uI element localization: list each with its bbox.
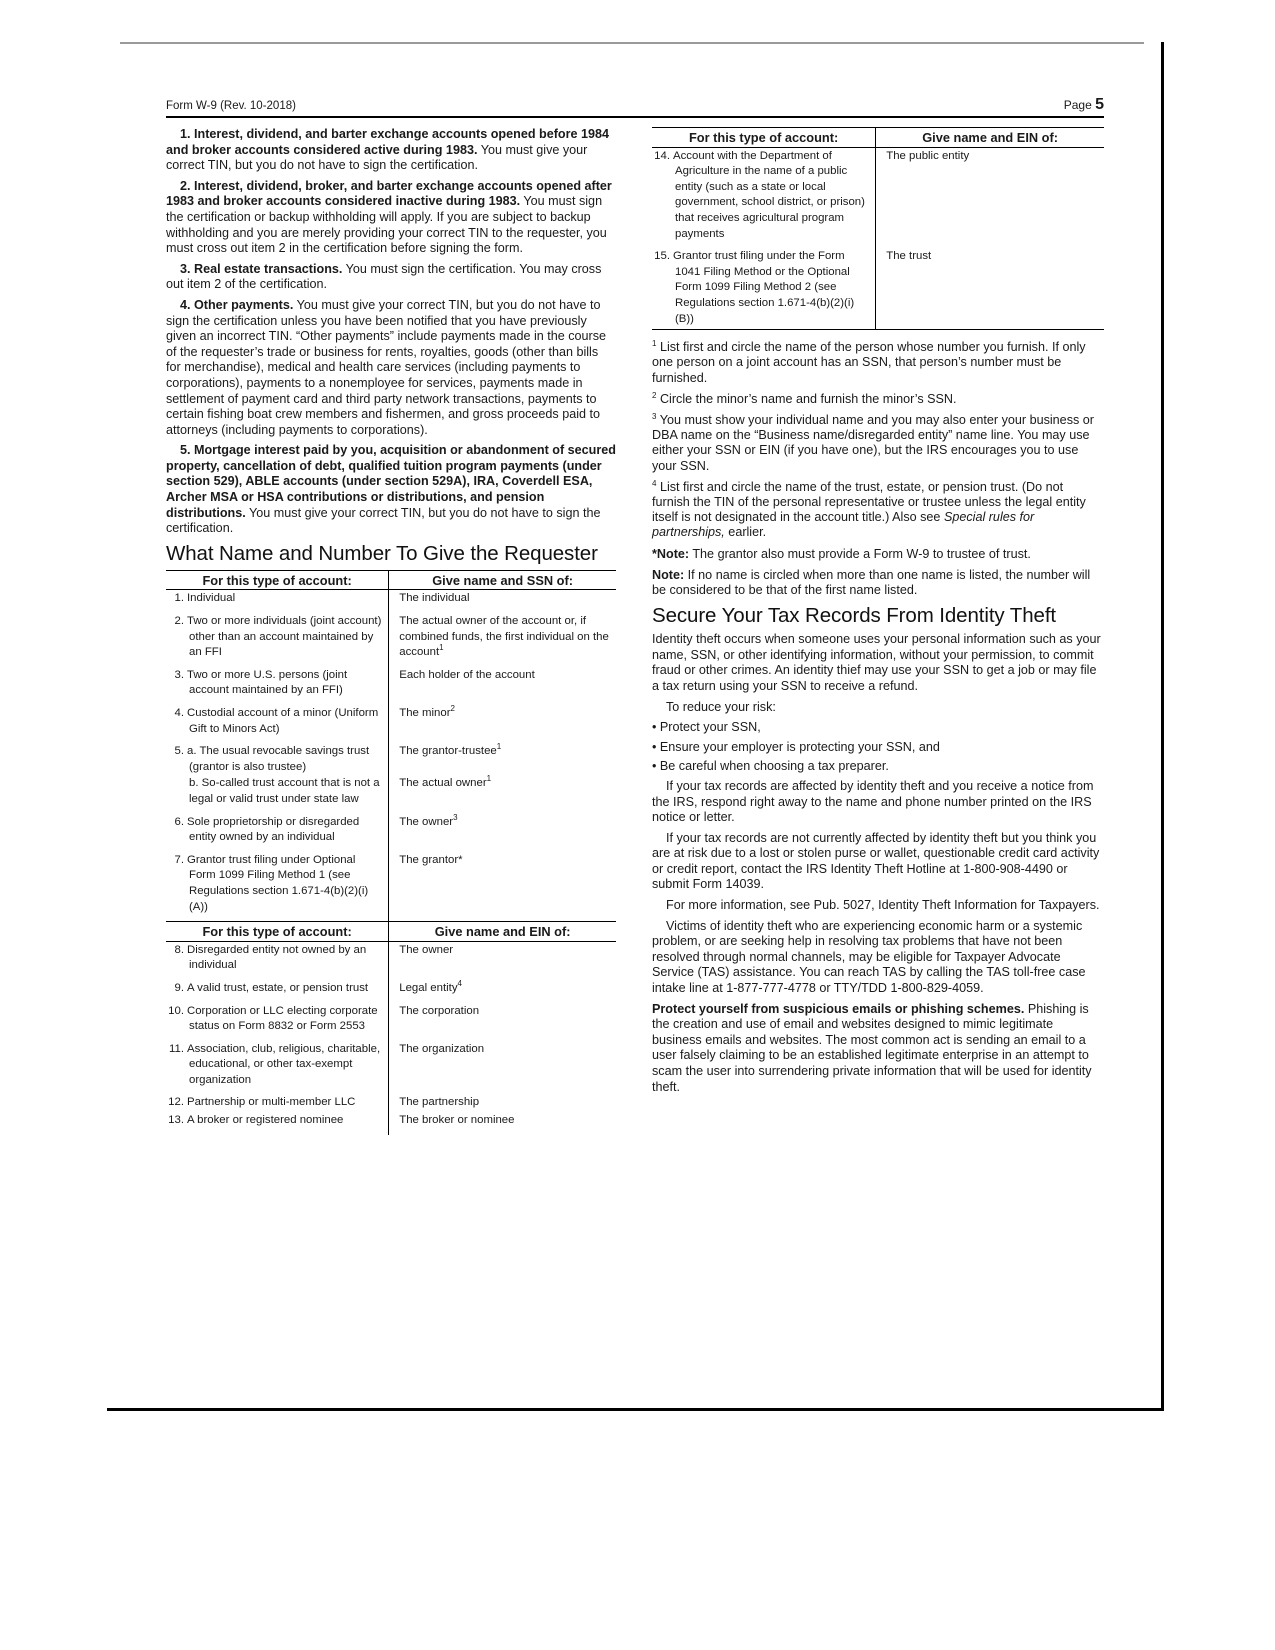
ssn-table	[166, 570, 616, 921]
hotline-paragraph: If your tax records are not currently affected by identity theft but you think you are at risk due to a lost or stolen purse or wallet, questionable credit card activity or credit report, contact the IRS Identity Theft Hotline at 1-800-908-4490 or submit Form 14039.	[652, 830, 1100, 892]
table-row: 13. A broker or registered nominee The broker or nominee	[166, 1112, 616, 1135]
table-row: 8. Disregarded entity not owned by an individual The owner	[166, 941, 616, 980]
footnote-4: $^4$ List first and circle the name of the trust, estate, or pension trust. (Do not furnish the TIN of the personal representative or trustee unless the legal entity itself is not designated in the account title.) Also see Special rules for partnerships, earlier.	[652, 478, 1086, 540]
item-1-paragraph: 1. Interest, dividend, and barter exchange accounts opened before 1984 and broker accounts considered active during 1983. You must give your correct TIN, but you do not have to sign the certification.	[166, 127, 610, 173]
table-row: 15. Grantor trust filing under the Form 1041 Filing Method or the Optional Form 1099 Filing Method 2 (see Regulations section 1.671-4(b)(2)(i)(B)) The trust	[652, 248, 1104, 329]
reduce-risk-label: To reduce your risk:	[666, 699, 776, 714]
column-header-account-type: For this type of account:	[166, 570, 389, 590]
form-identifier: Form W-9 (Rev. 10-2018)	[166, 100, 296, 112]
column-header-account-type: For this type of account:	[166, 922, 389, 942]
column-header-give-ein: Give name and EIN of:	[389, 922, 616, 942]
page-frame-right	[1161, 42, 1164, 1411]
bullet-item: • Protect your SSN,	[652, 720, 761, 735]
item-3-paragraph: 3. Real estate transactions. You must sign the certification. You may cross out item 2 of the certification.	[166, 261, 602, 292]
top-border-line	[120, 42, 1144, 44]
item-4-paragraph: 4. Other payments. You must give your correct TIN, but you do not have to sign the certification unless you have been notified that you have previously given an incorrect TIN. “Other payments” include payments made in the course of the requester’s trade or business for rents, royalties, goods (other than bills for merchandise), medical and health care services (including payments to corporations), payments to a nonemployee for services, payments made in settlement of payment card and third party network transactions, payments to certain fishing boat crew members and fishermen, and gross proceeds paid to attorneys (including payments to corporations).	[166, 297, 607, 437]
table-row: 7. Grantor trust filing under Optional Form 1099 Filing Method 1 (see Regulations section 1.671-4(b)(2)(i)(A)) The grantor*	[166, 852, 616, 921]
header-rule	[166, 116, 1104, 118]
table-row: 11. Association, club, religious, charitable, educational, or other tax-exempt organization The organization	[166, 1041, 616, 1095]
page-header	[166, 96, 1104, 116]
tas-paragraph: Victims of identity theft who are experiencing economic harm or a systemic problem, or are seeking help in resolving tax problems that have not been resolved through normal channels, may be eligible for Taxpayer Advocate Service (TAS) assistance. You can reach TAS by calling the TAS toll-free case intake line at 1-877-777-4778 or TTY/TDD 1-800-829-4059.	[652, 918, 1086, 996]
table-row: 9. A valid trust, estate, or pension trust Legal entity$^4$	[166, 980, 616, 1003]
page-frame-bottom	[107, 1408, 1164, 1411]
table-row: 2. Two or more individuals (joint account) other than an account maintained by an FFI The actual owner of the account or, if combined funds, the first individual on the account$^1$	[166, 613, 616, 667]
table-row: 1. Individual The individual	[166, 590, 616, 613]
more-info-paragraph: For more information, see Pub. 5027, Identity Theft Information for Taxpayers.	[666, 898, 1100, 913]
item-5-paragraph: 5. Mortgage interest paid by you, acquisition or abandonment of secured property, cancellation of debt, qualified tuition program payments (under section 529), ABLE accounts (under section 529A), IRA, Coverdell ESA, Archer MSA or HSA contributions or distributions, and pension distributions. You must give your correct TIN, but you do not have to sign the certification.	[166, 443, 616, 536]
phishing-paragraph: Protect yourself from suspicious emails or phishing schemes. Phishing is the creation and use of email and websites designed to mimic legitimate business emails and websites. The most common act is sending an email to a user falsely claiming to be an established legitimate enterprise in an attempt to scam the user into surrendering private information that will be used for identity theft.	[652, 1001, 1092, 1094]
irs-notice-paragraph: If your tax records are affected by identity theft and you receive a notice from the IRS, respond right away to the name and phone number printed on the IRS notice or letter.	[652, 778, 1094, 825]
table-row: 6. Sole proprietorship or disregarded entity owned by an individual The owner$^3$	[166, 814, 616, 852]
section-heading-identity-theft: Secure Your Tax Records From Identity Theft	[652, 604, 1057, 628]
table-header-row	[166, 922, 616, 942]
circled-name-note: Note: If no name is circled when more than one name is listed, the number will be considered to be that of the first name listed.	[652, 567, 1091, 597]
column-header-account-type: For this type of account:	[652, 128, 876, 148]
table-row: 12. Partnership or multi-member LLC The partnership	[166, 1094, 616, 1112]
table-row: 10. Corporation or LLC electing corporate status on Form 8832 or Form 2553 The corporation	[166, 1003, 616, 1041]
ein-table-continued	[652, 127, 1104, 330]
table-row: 5. a. The usual revocable savings trust (grantor is also trustee) The grantor-trustee$^1$	[166, 743, 616, 775]
table-row: 4. Custodial account of a minor (Uniform Gift to Minors Act) The minor$^2$	[166, 705, 616, 743]
column-header-give-ein: Give name and EIN of:	[876, 128, 1104, 148]
footnote-1: $^1$ List first and circle the name of the person whose number you furnish. If only one person on a joint account has an SSN, that person’s number must be furnished.	[652, 338, 1086, 385]
section-heading-name-number: What Name and Number To Give the Requester	[166, 541, 598, 565]
table-header-row	[652, 128, 1104, 148]
bullet-item: • Ensure your employer is protecting your SSN, and	[652, 739, 940, 754]
column-header-give-ssn: Give name and SSN of:	[389, 570, 616, 590]
table-row: 3. Two or more U.S. persons (joint account maintained by an FFI) Each holder of the account	[166, 667, 616, 705]
bullet-item: • Be careful when choosing a tax preparer.	[652, 759, 889, 774]
table-row: 14. Account with the Department of Agriculture in the name of a public entity (such as a state or local government, school district, or prison) that receives agricultural program payments The public entity	[652, 147, 1104, 248]
page-number: Page 5	[1063, 96, 1104, 113]
right-column	[652, 127, 1104, 1100]
footnote-2: $^2$ Circle the minor’s name and furnish the minor’s SSN.	[652, 390, 957, 406]
identity-theft-intro: Identity theft occurs when someone uses your personal information such as your name, SSN, or other identifying information, without your permission, to commit fraud or other crimes. An identity thief may use your SSN to get a job or may file a tax return using your SSN to receive a refund.	[652, 632, 1101, 693]
left-column	[166, 127, 616, 1135]
footnote-3: $^3$ You must show your individual name and you may also enter your business or DBA name on the “Business name/disregarded entity” name line. You may use either your SSN or EIN (if you have one), but the IRS encourages you to use your SSN.	[652, 411, 1094, 473]
item-2-paragraph: 2. Interest, dividend, broker, and barter exchange accounts opened after 1983 and broker accounts considered inactive during 1983. You must sign the certification or backup withholding will apply. If you are subject to backup withholding and you are merely providing your correct TIN to the requester, you must cross out item 2 in the certification before signing the form.	[166, 178, 612, 256]
ein-table	[166, 921, 616, 1135]
table-header-row	[166, 570, 616, 590]
table-row: b. So-called trust account that is not a legal or valid trust under state law The actual owner$^1$	[166, 775, 616, 813]
grantor-note: *Note: The grantor also must provide a Form W-9 to trustee of trust.	[652, 546, 1031, 561]
